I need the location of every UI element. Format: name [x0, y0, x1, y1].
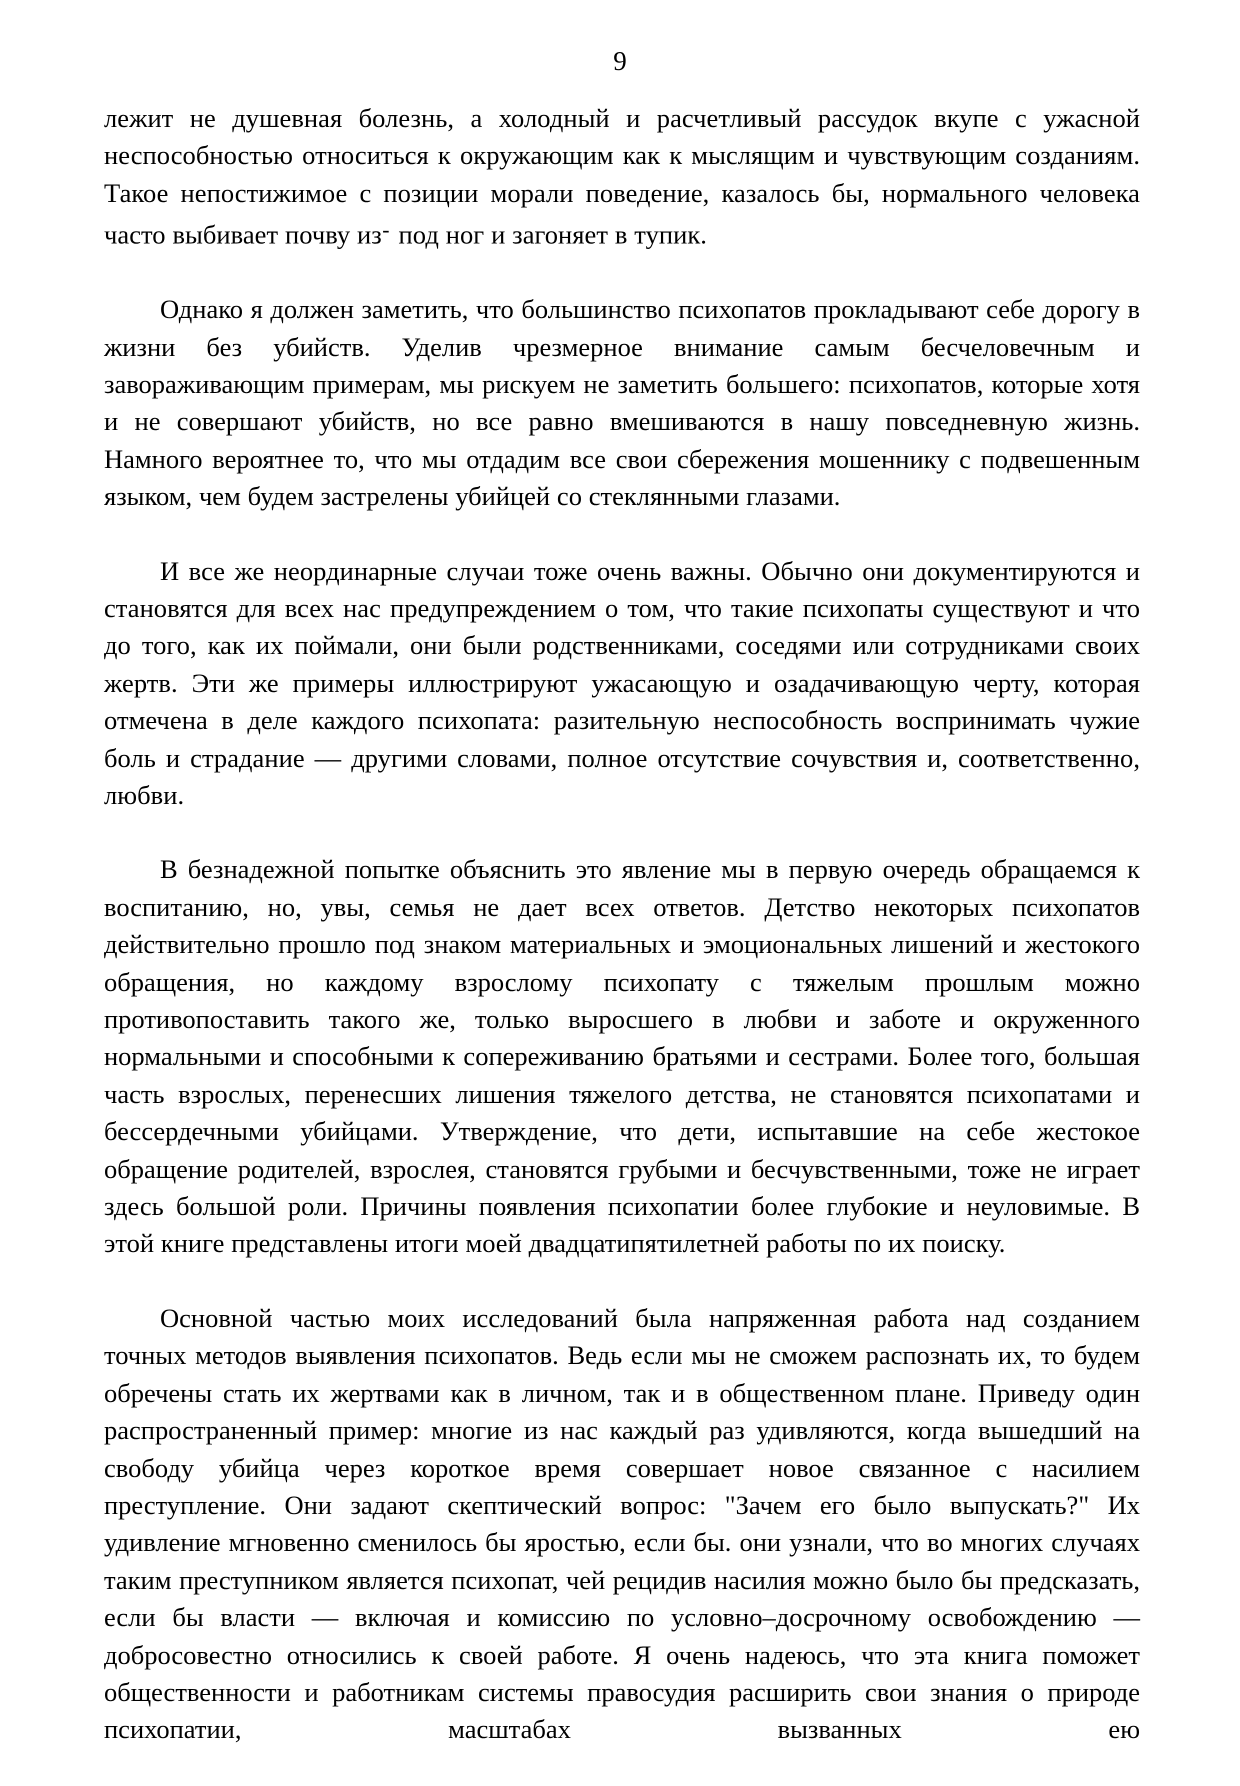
paragraph-1	[104, 100, 1140, 254]
paragraph-1-text-before-hyphen: лежит не душевная болезнь, а холодный и расчетливый рассудок вкупе с ужасной неспособностью относиться к окружающим как к мыслящим и чувствующим созданиям. Такое непостижимое с позиции морали поведение, казалось бы, нормального человека часто выбивает почву из	[104, 103, 1140, 250]
raised-hyphen-glyph: -	[382, 218, 390, 243]
page-body-text	[104, 100, 1140, 1786]
paragraph-4: В безнадежной попытке объяснить это явление мы в первую очередь обращаемся к воспитанию, но, увы, семья не дает всех ответов. Детство некоторых психопатов действительно прошло под знаком материальных и эмоциональных лишений и жестокого обращения, но каждому взрослому психопату с тяжелым прошлым можно противопоставить такого же, только выросшего в любви и заботе и окруженного нормальными и способными к сопереживанию братьями и сестрами. Более того, большая часть взрослых, перенесших лишения тяжелого детства, не становятся психопатами и бессердечными убийцами. Утверждение, что дети, испытавшие на себе жестокое обращение родителей, взрослея, становятся грубыми и бесчувственными, тоже не играет здесь большой роли. Причины появления психопатии более глубокие и неуловимые. В этой книге представлены итоги моей двадцатипятилетней работы по их поиску.	[104, 854, 1140, 1259]
paragraph-5: Основной частью моих исследований была напряженная работа над созданием точных методов выявления психопатов. Ведь если мы не сможем распознать их, то будем обречены стать их жертвами как в личном, так и в общественном плане. Приведу один распространенный пример: многие из нас каждый раз удивляются, когда вышедший на свободу убийца через короткое время совершает новое связанное с насилием преступление. Они задают скептический вопрос: "Зачем его было выпускать?" Их удивление мгновенно сменилось бы яростью, если бы. они узнали, что во многих случаях таким преступником является психопат, чей рецидив насилия можно было бы предсказать, если бы власти — включая и комиссию по условно–досрочному освобождению — добросовестно относились к своей работе. Я очень надеюсь, что эта книга поможет общественности и работникам системы правосудия расширить свои знания о природе психопатии, масштабах вызванных ею	[104, 1302, 1140, 1745]
paragraph-3: И все же неординарные случаи тоже очень важны. Обычно они документируются и становятся для всех нас предупреждением о том, что такие психопаты существуют и что до того, как их поймали, они были родственниками, соседями или сотрудниками своих жертв. Эти же примеры иллюстрируют ужасающую и озадачивающую черту, которая отмечена в деле каждого психопата: разительную неспособность воспринимать чужие боль и страдание — другими словами, полное отсутствие сочувствия и, соответственно, любви.	[104, 555, 1140, 811]
page-number: 9	[613, 46, 627, 76]
paragraph-2: Однако я должен заметить, что большинство психопатов прокладывают себе дорогу в жизни без убийств. Уделив чрезмерное внимание самым бесчеловечным и завораживающим примерам, мы рискуем не заметить большего: психопатов, которые хотя и не совершают убийств, но все равно вмешиваются в нашу повседневную жизнь. Намного вероятнее то, что мы отдадим все свои сбережения мошеннику с подвешенным языком, чем будем застрелены убийцей со стеклянными глазами.	[104, 294, 1140, 512]
paragraph-1-text-after-hyphen: под ног и загоняет в тупик.	[391, 219, 707, 250]
